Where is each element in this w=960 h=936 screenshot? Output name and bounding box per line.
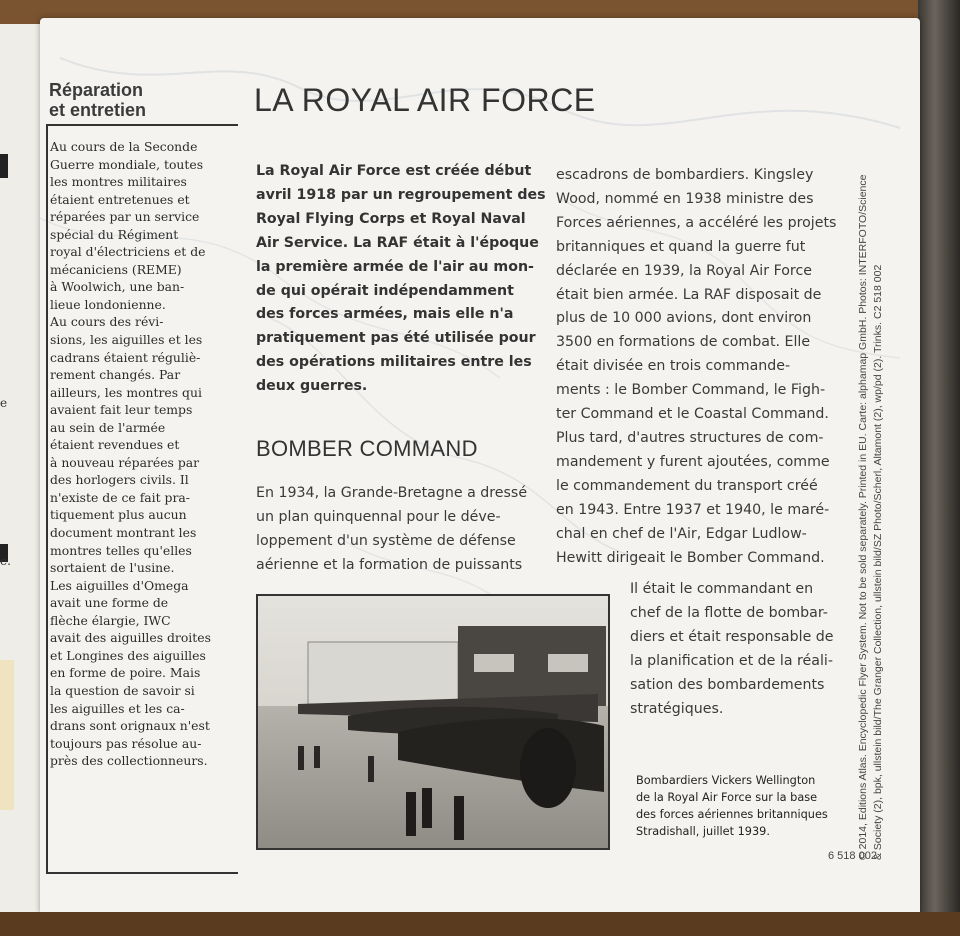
body-line: loppement d'un système de défense (256, 532, 516, 549)
sidebar-heading-line: et entretien (49, 100, 147, 120)
caption-line: Bombardiers Vickers Wellington (636, 774, 816, 787)
sidebar-line: document montrant les (50, 525, 197, 541)
sidebar-line: mécaniciens (REME) (50, 261, 182, 277)
body-line: la planification et de la réali- (630, 652, 833, 669)
table-bottom-edge (0, 912, 960, 936)
sidebar-line: les montres militaires (50, 174, 187, 190)
body-line: déclarée en 1939, la Royal Air Force (556, 262, 812, 279)
caption-line: des forces aériennes britanniques (636, 808, 828, 821)
body-line: En 1934, la Grande-Bretagne a dressé (256, 485, 528, 501)
intro-line: La Royal Air Force est créée début (256, 163, 532, 179)
sidebar-line: Guerre mondiale, toutes (50, 156, 204, 172)
body-line: sation des bombardements (630, 676, 825, 693)
sidebar-line: au sein de l'armée (50, 419, 166, 435)
sidebar-line: rement changés. Par (50, 367, 181, 383)
sidebar-line: à Woolwich, une ban- (50, 279, 185, 295)
body-line: plus de 10 000 avions, dont environ (556, 310, 812, 327)
sidebar-line: en forme de poire. Mais (50, 665, 201, 681)
sidebar-line: des horlogers civils. Il (50, 472, 189, 488)
intro-line: des opérations militaires entre les (256, 354, 532, 371)
sidebar-line: royal d'électriciens et de (50, 244, 206, 260)
intro-line: Royal Flying Corps et Royal Naval (256, 210, 526, 227)
sidebar-line: Au cours de la Seconde (50, 139, 198, 154)
next-page-photo-strip (918, 0, 960, 914)
sidebar-line: ailleurs, les montres qui (50, 384, 202, 400)
body-line: en 1943. Entre 1937 et 1940, le maré- (556, 501, 830, 518)
sidebar-line: cadrans étaient réguliè- (50, 349, 201, 365)
sidebar-line: avaient fait leur temps (50, 402, 193, 418)
sidebar-line: lieue londonienne. (50, 296, 166, 312)
body-line: était divisée en trois commande- (556, 358, 791, 375)
credits-line: & Society (2), bpk, ullstein bild/The Granger Collection, ullstein bild/SZ Photo/Scherl, Altamont (2), wp/pd (2). Trinks. C2 518 002 (872, 264, 884, 860)
sidebar-line: avait des aiguilles droites (50, 630, 211, 646)
sidebar-line: tiquement plus aucun (50, 507, 187, 523)
caption-line: de la Royal Air Force sur la base (636, 791, 818, 804)
sidebar-line: étaient entretenues et (50, 191, 190, 207)
sidebar-line: avait une forme de (50, 595, 169, 611)
intro-line: des forces armées, mais elle n'a (256, 306, 514, 323)
sidebar-line: étaient revendues et (50, 437, 180, 453)
sidebar-line: près des collectionneurs. (50, 753, 208, 769)
body-line: Il était le commandant en (630, 581, 814, 597)
bombers-photo-illustration (258, 596, 608, 848)
sidebar-line: Les aiguilles d'Omega (50, 577, 189, 593)
sidebar-line: montres telles qu'elles (50, 542, 192, 558)
section-title: BOMBER COMMAND (256, 436, 478, 461)
sidebar-heading (49, 80, 229, 120)
caption-line: Stradishall, juillet 1939. (636, 825, 770, 838)
body-line: stratégiques. (630, 700, 724, 717)
sidebar-line: les aiguilles et les ca- (50, 700, 185, 716)
page-edge-mark (0, 154, 8, 178)
body-line: Hewitt dirigeait le Bomber Command. (556, 549, 825, 566)
intro-line: pratiquement pas été utilisée pour (256, 330, 536, 347)
sidebar-line: Au cours des révi- (50, 314, 164, 330)
intro-line: de qui opérait indépendamment (256, 282, 514, 299)
sidebar-line: toujours pas résolue au- (50, 735, 202, 751)
right-column-paragraph (556, 164, 856, 570)
sidebar-text (50, 138, 230, 770)
sidebar-line: drans sont orignaux n'est (50, 718, 210, 734)
sidebar-line: et Longines des aiguilles (50, 647, 206, 663)
wellington-bombers-photo (256, 594, 610, 850)
body-line: aérienne et la formation de puissants (256, 556, 523, 573)
body-line: escadrons de bombardiers. Kingsley (556, 167, 814, 183)
body-line: britanniques et quand la guerre fut (556, 238, 806, 255)
body-line: ments : le Bomber Command, le Figh- (556, 382, 826, 399)
credits-line: © 2014, Editions Atlas. Encyclopedic Flyer System. Not to be sold separately. Printed in EU. Carte: alphamap GmbH. Photos: INTERFOTO/Science (857, 174, 869, 860)
body-line: le commandement du transport créé (556, 477, 818, 494)
intro-line: Air Service. La RAF était à l'époque (256, 234, 539, 251)
page-edge-text: e (0, 396, 8, 410)
sidebar-line: sions, les aiguilles et les (50, 332, 203, 348)
page-number: 6 518 002 (828, 850, 877, 862)
body-line: diers et était responsable de (630, 628, 834, 645)
sidebar-line: la question de savoir si (50, 682, 195, 698)
intro-line: deux guerres. (256, 378, 368, 395)
photo-caption (636, 772, 846, 840)
sidebar-line: flèche élargie, IWC (50, 612, 171, 628)
intro-line: la première armée de l'air au mon- (256, 258, 534, 275)
intro-line: avril 1918 par un regroupement des (256, 186, 546, 203)
page-edge-highlight (0, 660, 14, 810)
body-line: était bien armée. La RAF disposait de (556, 286, 822, 303)
page-title: LA ROYAL AIR FORCE (254, 82, 596, 118)
body-line: Wood, nommé en 1938 ministre des (556, 190, 814, 207)
bomber-command-paragraph (256, 482, 556, 578)
intro-paragraph (256, 160, 556, 399)
body-line: Plus tard, d'autres structures de com- (556, 429, 824, 446)
body-line: un plan quinquennal pour le déve- (256, 508, 501, 525)
sidebar-line: réparées par un service (50, 209, 200, 225)
page-edge-text: e. (0, 554, 11, 568)
body-line: mandement y furent ajoutées, comme (556, 453, 830, 470)
right-column-continuation (630, 578, 856, 721)
body-line: ter Command et le Coastal Command. (556, 406, 829, 423)
body-line: chal en chef de l'Air, Edgar Ludlow- (556, 525, 807, 542)
body-line: chef de la flotte de bombar- (630, 604, 828, 621)
body-line: 3500 en formations de combat. Elle (556, 334, 811, 351)
sidebar-heading-line: Réparation (49, 80, 144, 100)
sidebar-line: n'existe de ce fait pra- (50, 489, 190, 505)
sidebar-line: spécial du Régiment (50, 226, 179, 242)
sidebar-line: à nouveau réparées par (50, 454, 200, 470)
sidebar-line: sortaient de l'usine. (50, 560, 175, 576)
photo-credits (856, 60, 886, 860)
body-line: Forces aériennes, a accéléré les projets (556, 214, 837, 231)
